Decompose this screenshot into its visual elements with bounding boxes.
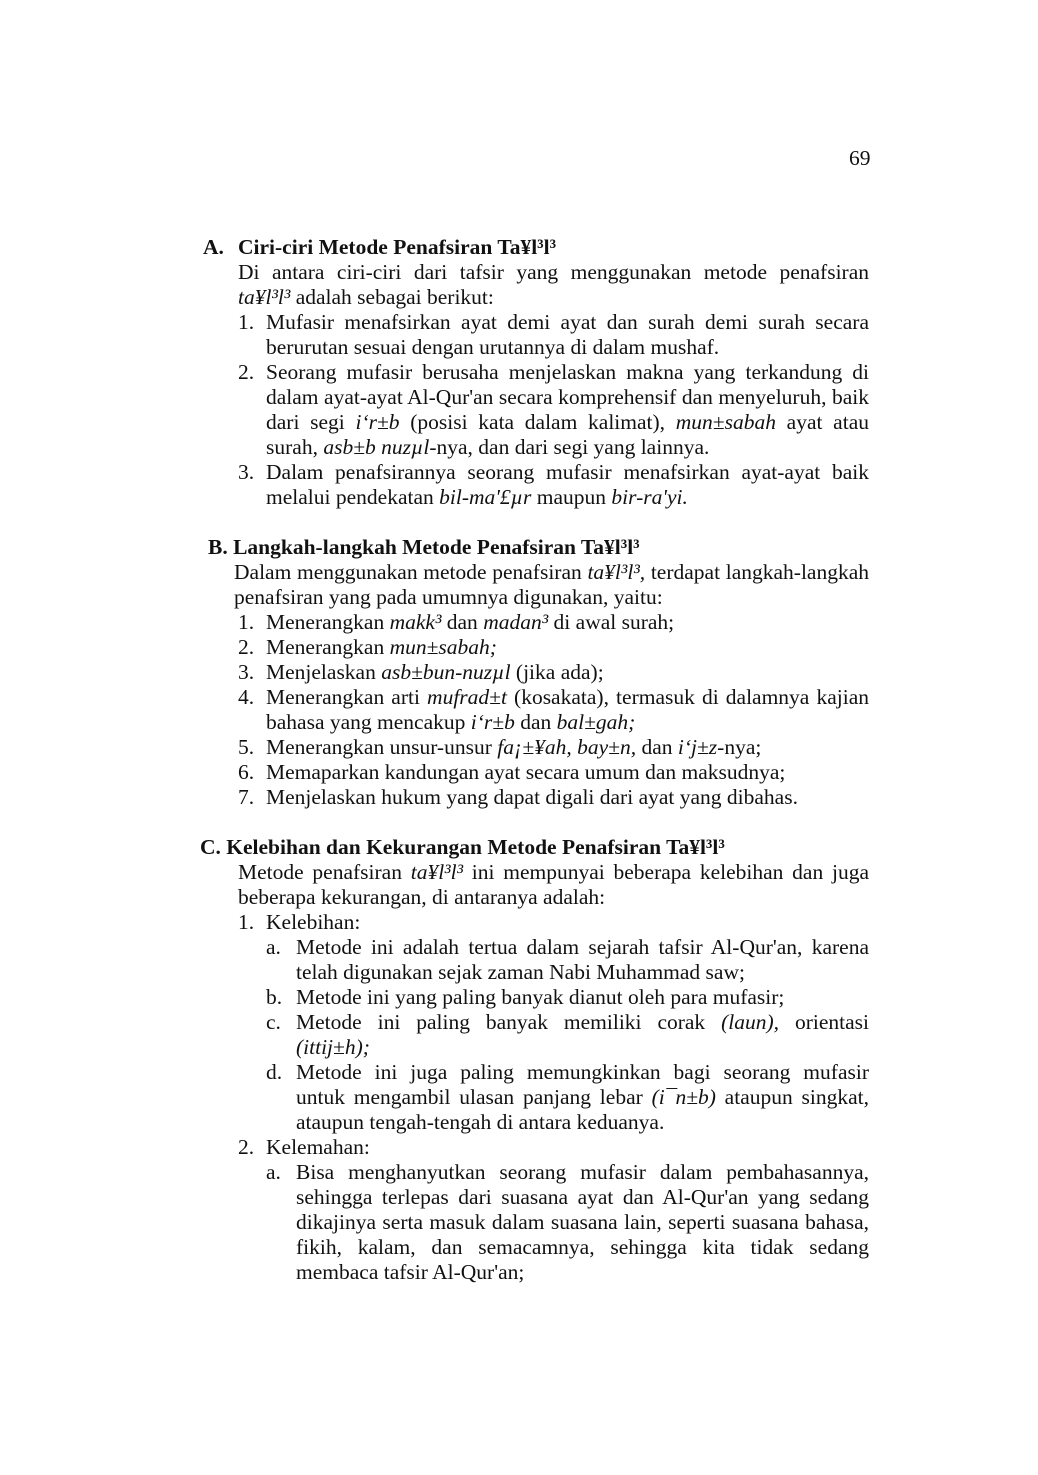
list-item: 1. Mufasir menafsirkan ayat demi ayat dan surah demi surah secara berurutan sesuai dengan urutannya di dalam mushaf. — [238, 310, 869, 359]
section-a-title: Ciri-ciri Metode Penafsiran Ta¥l³l³ — [238, 235, 557, 259]
list-item: c. Metode ini paling banyak memiliki corak (laun), orientasi (ittij±h); — [266, 1010, 869, 1059]
section-b-letter: B — [208, 535, 223, 559]
list-item: 6. Memaparkan kandungan ayat secara umum dan maksudnya; — [238, 760, 786, 784]
section-a-heading — [203, 235, 1038, 260]
list-item: 3. Menjelaskan asb±bun-nuzµl (jika ada); — [238, 660, 604, 684]
section-c-heading: C. Kelebihan dan Kekurangan Metode Penafsiran Ta¥l³l³ — [200, 835, 725, 859]
section-a-letter: A. — [203, 235, 224, 259]
list-item: b. Metode ini yang paling banyak dianut oleh para mufasir; — [266, 985, 785, 1009]
section-b-title: . Langkah-langkah Metode Penafsiran Ta¥l³l³ — [222, 535, 640, 559]
list-group-heading: 2. Kelemahan: — [238, 1135, 370, 1159]
section-c-intro: Metode penafsiran ta¥l³l³ ini mempunyai beberapa kelebihan dan juga beberapa kekurangan, di antaranya adalah: — [238, 860, 869, 909]
list-item: 2. Seorang mufasir berusaha menjelaskan makna yang terkandung di dalam ayat-ayat Al-Qur'an secara komprehensif dan menyeluruh, baik dari segi i‘r±b (posisi kata dalam kalimat), mun±sabah ayat atau surah, asb±b nuzµl-nya, dan dari segi yang lainnya. — [238, 360, 869, 459]
section-a-intro: Di antara ciri-ciri dari tafsir yang menggunakan metode penafsiran ta¥l³l³ adalah sebagai berikut: — [238, 260, 869, 309]
list-group-heading: 1. Kelebihan: — [238, 910, 361, 934]
list-item: 2. Menerangkan mun±sabah; — [238, 635, 497, 659]
list-item: d. Metode ini juga paling memungkinkan bagi seorang mufasir untuk mengambil ulasan panjang lebar (i¯n±b) ataupun singkat, ataupun tengah-tengah di antara keduanya. — [266, 1060, 870, 1134]
section-b-heading — [208, 535, 1038, 560]
section-c — [0, 835, 1038, 1285]
list-item: a. Metode ini adalah tertua dalam sejarah tafsir Al-Qur'an, karena telah digunakan sejak zaman Nabi Muhammad saw; — [266, 935, 869, 984]
list-item: 5. Menerangkan unsur-unsur fa¡±¥ah, bay±n, dan i‘j±z-nya; — [238, 735, 762, 759]
list-item: a. Bisa menghanyutkan seorang mufasir dalam pembahasannya, sehingga terlepas dari suasana ayat dan Al-Qur'an yang sedang dikajinya serta masuk dalam suasana lain, seperti suasana bahasa, fikih, kalam, dan semacamnya, sehingga kita tidak sedang membaca tafsir Al-Qur'an; — [266, 1160, 869, 1284]
section-a — [0, 235, 1038, 510]
list-item: 7. Menjelaskan hukum yang dapat digali dari ayat yang dibahas. — [238, 785, 798, 809]
section-b-intro: Dalam menggunakan metode penafsiran ta¥l³l³, terdapat langkah-langkah penafsiran yang pada umumnya digunakan, yaitu: — [234, 560, 870, 609]
list-item: 1. Menerangkan makk³ dan madan³ di awal surah; — [238, 610, 675, 634]
page-number: 69 — [849, 146, 871, 170]
page-content — [0, 235, 1038, 1285]
list-item: 3. Dalam penafsirannya seorang mufasir menafsirkan ayat-ayat baik melalui pendekatan bil-ma'£µr maupun bir-ra'yi. — [238, 460, 869, 509]
list-item: 4. Menerangkan arti mufrad±t (kosakata), termasuk di dalamnya kajian bahasa yang mencakup i‘r±b dan bal±gah; — [238, 685, 869, 734]
section-b — [0, 535, 1038, 810]
